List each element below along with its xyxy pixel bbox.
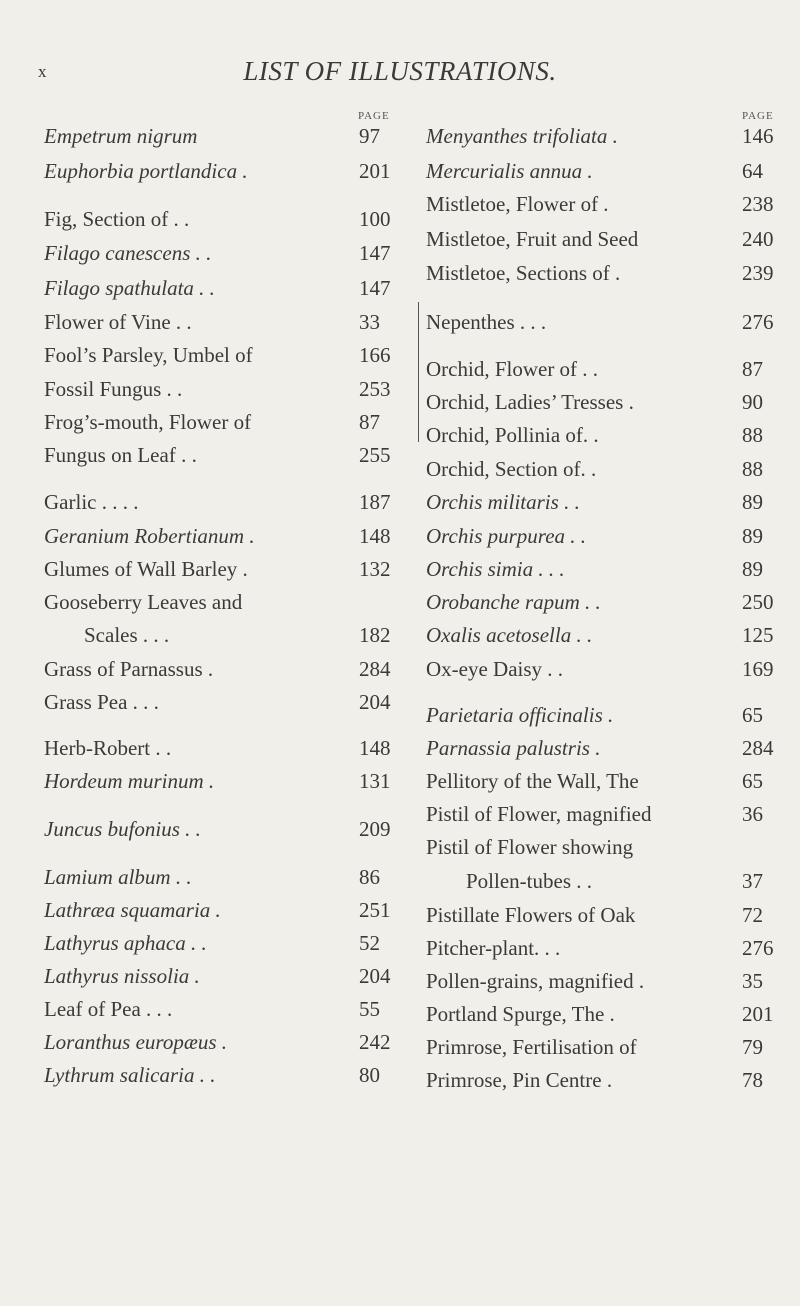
entry-page: 131 [359,769,391,793]
entry-page: 284 [742,736,774,760]
entry-page: 276 [742,310,774,334]
index-entry [426,699,796,731]
entry-name: Hordeum murinum . [44,769,215,793]
entry-name: Lathyrus aphaca . . [44,931,207,955]
entry-name: Gooseberry Leaves and [44,590,243,614]
entry-page: 97 [359,124,380,148]
entry-name: Pistil of Flower showing [426,835,634,859]
entry-name: Geranium Robertianum . [44,524,255,548]
entry-page: 147 [359,276,391,300]
entry-name: Orchis militaris . . [426,490,580,514]
entry-name: Orobanche rapum . . [426,590,601,614]
entry-page: 72 [742,903,763,927]
entry-name: Pistillate Flowers of Oak [426,903,636,927]
entry-page: 64 [742,159,763,183]
index-entry [426,732,796,764]
entry-page: 238 [742,192,774,216]
index-entry [426,486,796,518]
entry-page: 250 [742,590,774,614]
entry-page: 79 [742,1035,763,1059]
entry-page: 125 [742,623,774,647]
index-entry [426,765,796,797]
entry-page: 88 [742,423,763,447]
entry-name: Flower of Vine . . [44,310,192,334]
entry-name: Grass Pea . . . [44,690,159,714]
index-entry [426,520,796,552]
index-entry [426,965,796,997]
index-entry [426,223,796,255]
entry-name: Fig, Section of . . [44,207,190,231]
index-entry [426,998,796,1030]
index-entry [426,865,796,897]
index-entry [426,653,796,685]
entry-page: 148 [359,524,391,548]
entry-page: 169 [742,657,774,681]
entry-page: 242 [359,1030,391,1054]
entry-page: 166 [359,343,391,367]
entry-name: Primrose, Fertilisation of [426,1035,637,1059]
index-entry [44,813,414,845]
index-entry [426,899,796,931]
entry-name: Primrose, Pin Centre . [426,1068,613,1092]
index-entry [44,373,414,405]
entry-page: 147 [359,241,391,265]
index-entry [426,932,796,964]
entry-name: Filago spathulata . . [44,276,215,300]
entry-page: 87 [359,410,380,434]
entry-name: Portland Spurge, The . [426,1002,615,1026]
entry-page: 209 [359,817,391,841]
entry-name: Empetrum nigrum [44,124,198,148]
entry-name: Fool’s Parsley, Umbel of [44,343,253,367]
entry-name: Pollen-tubes . . [466,869,592,893]
entry-page: 37 [742,869,763,893]
entry-name: Herb-Robert . . [44,736,172,760]
index-entry [44,306,414,338]
entry-name: Orchid, Ladies’ Tresses . [426,390,634,414]
index-entry [426,188,796,220]
index-entry [44,619,414,651]
column-divider [418,302,419,442]
entry-page: 240 [742,227,774,251]
entry-page: 146 [742,124,774,148]
entry-page: 86 [359,865,380,889]
index-entry [426,831,796,863]
index-entry [426,419,796,451]
entry-page: 36 [742,802,763,826]
index-entry [44,339,414,371]
entry-page: 148 [359,736,391,760]
index-entry [44,960,414,992]
entry-name: Lythrum salicaria . . [44,1063,216,1087]
entry-name: Juncus bufonius . . [44,817,201,841]
entry-page: 89 [742,490,763,514]
entry-page: 90 [742,390,763,414]
index-entry [426,1031,796,1063]
entry-page: 78 [742,1068,763,1092]
entry-page: 204 [359,690,391,714]
index-entry [44,155,414,187]
entry-name: Menyanthes trifoliata . [426,124,618,148]
entry-name: Mistletoe, Sections of . [426,261,621,285]
entry-name: Orchid, Section of. . [426,457,597,481]
index-entry [44,553,414,585]
entry-page: 276 [742,936,774,960]
entry-name: Frog’s-mouth, Flower of [44,410,252,434]
entry-page: 201 [742,1002,774,1026]
index-entry [426,619,796,651]
index-entry [426,120,796,152]
entry-name: Lamium album . . [44,865,192,889]
entry-page: 87 [742,357,763,381]
entry-name: Filago canescens . . [44,241,212,265]
entry-page: 251 [359,898,391,922]
index-entry [44,1059,414,1091]
index-entry [426,453,796,485]
entry-page: 253 [359,377,391,401]
index-entry [44,406,414,438]
entry-name: Euphorbia portlandica . [44,159,248,183]
entry-page: 52 [359,931,380,955]
index-entry [44,894,414,926]
index-entry [44,439,414,471]
index-entry [44,765,414,797]
entry-page: 33 [359,310,380,334]
entry-page: 80 [359,1063,380,1087]
entry-name: Loranthus europæus . [44,1030,228,1054]
index-entry [426,553,796,585]
entry-page: 65 [742,769,763,793]
entry-name: Orchis purpurea . . [426,524,587,548]
entry-name: Pollen-grains, magnified . [426,969,645,993]
index-entry [44,586,414,618]
index-entry [426,155,796,187]
index-entry [426,353,796,385]
left-page-label: PAGE [358,110,390,122]
entry-name: Orchid, Pollinia of. . [426,423,599,447]
index-entry [426,586,796,618]
entry-page: 55 [359,997,380,1021]
index-entry [426,798,796,830]
entry-name: Glumes of Wall Barley . [44,557,248,581]
index-entry [44,120,414,152]
index-entry [44,486,414,518]
entry-name: Lathræa squamaria . [44,898,221,922]
entry-page: 239 [742,261,774,285]
index-entry [44,993,414,1025]
entry-name: Nepenthes . . . [426,310,547,334]
page-header [0,56,800,102]
entry-name: Fossil Fungus . . [44,377,183,401]
index-entry [44,686,414,718]
entry-name: Ox-eye Daisy . . [426,657,564,681]
index-entry [426,386,796,418]
index-entry [44,861,414,893]
index-entry [44,732,414,764]
entry-page: 88 [742,457,763,481]
entry-page: 89 [742,557,763,581]
index-entry [44,1026,414,1058]
entry-name: Pistil of Flower, magnified [426,802,652,826]
entry-page: 65 [742,703,763,727]
entry-name: Mistletoe, Fruit and Seed [426,227,639,251]
index-entry [44,927,414,959]
entry-name: Grass of Parnassus . [44,657,214,681]
index-entry [44,520,414,552]
entry-page: 201 [359,159,391,183]
index-entry [426,306,796,338]
entry-name: Fungus on Leaf . . [44,443,197,467]
index-entry [44,272,414,304]
entry-page: 182 [359,623,391,647]
entry-page: 89 [742,524,763,548]
entry-name: Mistletoe, Flower of . [426,192,609,216]
entry-page: 255 [359,443,391,467]
entry-page: 132 [359,557,391,581]
index-entry [44,203,414,235]
entry-page: 100 [359,207,391,231]
page-number: x [38,62,47,81]
entry-name: Parietaria officinalis . [426,703,614,727]
index-entry [44,653,414,685]
right-page-label: PAGE [742,110,774,122]
entry-page: 284 [359,657,391,681]
index-entry [426,1064,796,1096]
index-entry [44,237,414,269]
entry-name: Orchid, Flower of . . [426,357,599,381]
entry-name: Pellitory of the Wall, The [426,769,639,793]
entry-name: Garlic . . . . [44,490,139,514]
entry-name: Orchis simia . . . [426,557,565,581]
entry-name: Scales . . . [84,623,170,647]
entry-name: Leaf of Pea . . . [44,997,173,1021]
entry-name: Oxalis acetosella . . [426,623,593,647]
entry-page: 35 [742,969,763,993]
entry-name: Pitcher-plant. . . [426,936,561,960]
entry-name: Parnassia palustris . [426,736,601,760]
entry-page: 204 [359,964,391,988]
entry-name: Mercurialis annua . [426,159,593,183]
index-entry [426,257,796,289]
entry-name: Lathyrus nissolia . [44,964,200,988]
page-title: LIST OF ILLUSTRATIONS. [243,56,557,86]
entry-page: 187 [359,490,391,514]
